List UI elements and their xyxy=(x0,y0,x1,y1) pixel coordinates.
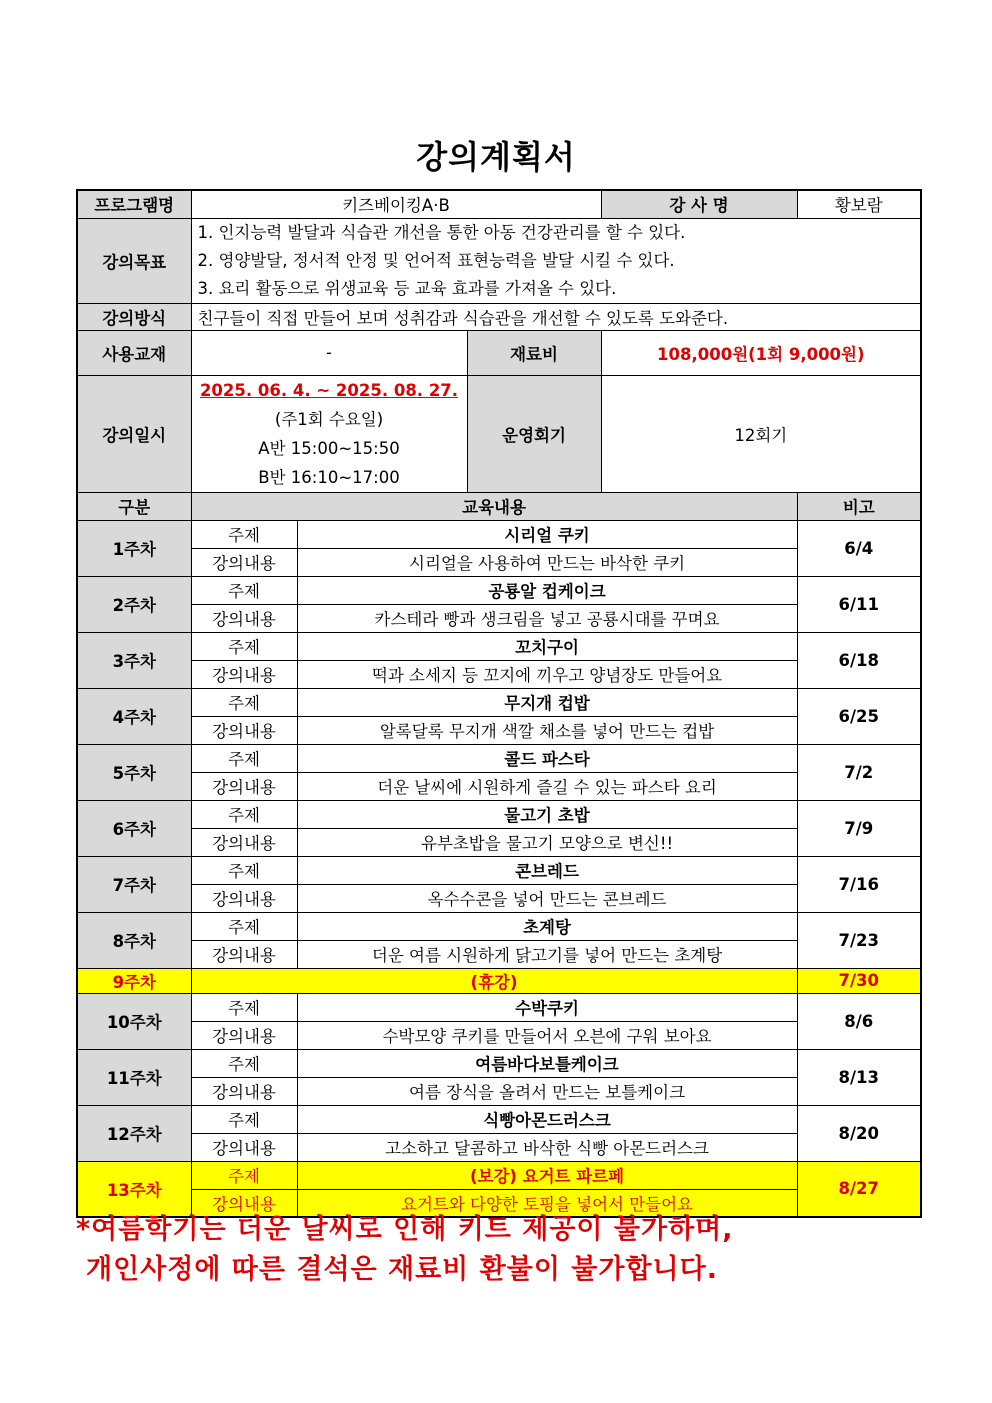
desc-value: 유부초밥을 물고기 모양으로 변신!! xyxy=(297,828,797,856)
fee-value: 108,000원(1회 9,000원) xyxy=(601,330,921,375)
desc-label: 강의내용 xyxy=(191,1077,297,1105)
week-note: 8/27 xyxy=(797,1161,921,1217)
topic-label: 주제 xyxy=(191,520,297,548)
break-week-row xyxy=(77,968,921,993)
topic-label: 주제 xyxy=(191,744,297,772)
method-row xyxy=(77,303,921,330)
material-row xyxy=(77,330,921,375)
topic-value: 여름바다보틀케이크 xyxy=(297,1049,797,1077)
desc-label: 강의내용 xyxy=(191,772,297,800)
goal-item: 2. 영양발달, 정서적 안정 및 언어적 표현능력을 발달 시킬 수 있다. xyxy=(197,250,675,270)
week-row xyxy=(77,1161,921,1189)
week-note: 7/23 xyxy=(797,912,921,968)
week-row xyxy=(77,688,921,716)
break-week-note: 7/30 xyxy=(797,968,921,993)
break-week-content: (휴강) xyxy=(191,968,797,993)
week-note: 6/4 xyxy=(797,520,921,576)
schedule-row xyxy=(77,375,921,492)
week-label: 13주차 xyxy=(77,1161,191,1217)
topic-value: 식빵아몬드러스크 xyxy=(297,1105,797,1133)
desc-label: 강의내용 xyxy=(191,828,297,856)
break-week-label: 9주차 xyxy=(77,968,191,993)
topic-label: 주제 xyxy=(191,632,297,660)
schedule-label: 강의일시 xyxy=(77,375,191,492)
footer-line: *여름학기는 더운 날씨로 인해 키트 제공이 불가하며, xyxy=(76,1214,734,1245)
week-row xyxy=(77,1133,921,1161)
program-label: 프로그램명 xyxy=(77,190,191,218)
curriculum-section xyxy=(77,520,921,1217)
week-row xyxy=(77,940,921,968)
week-header: 구분 xyxy=(77,492,191,520)
week-row xyxy=(77,1049,921,1077)
topic-value: 물고기 초밥 xyxy=(297,800,797,828)
topic-label: 주제 xyxy=(191,1161,297,1189)
topic-value: 꼬치구이 xyxy=(297,632,797,660)
topic-label: 주제 xyxy=(191,1105,297,1133)
schedule-period: 2025. 06. 4. ~ 2025. 08. 27. xyxy=(199,380,459,400)
desc-label: 강의내용 xyxy=(191,884,297,912)
method-value: 친구들이 직접 만들어 보며 성취감과 식습관을 개선할 수 있도록 도와준다. xyxy=(191,303,921,330)
instructor-label: 강 사 명 xyxy=(601,190,797,218)
material-value: - xyxy=(191,330,467,375)
week-row xyxy=(77,1021,921,1049)
week-row xyxy=(77,772,921,800)
topic-label: 주제 xyxy=(191,576,297,604)
topic-value: 공룡알 컵케이크 xyxy=(297,576,797,604)
week-label: 1주차 xyxy=(77,520,191,576)
method-label: 강의방식 xyxy=(77,303,191,330)
desc-value: 시리얼을 사용하여 만드는 바삭한 쿠키 xyxy=(297,548,797,576)
schedule-value xyxy=(191,375,467,492)
curriculum-header-row xyxy=(77,492,921,520)
week-row xyxy=(77,716,921,744)
week-row xyxy=(77,660,921,688)
desc-label: 강의내용 xyxy=(191,716,297,744)
week-row xyxy=(77,856,921,884)
topic-value: 무지개 컵밥 xyxy=(297,688,797,716)
sessions-label: 운영회기 xyxy=(467,375,601,492)
week-note: 7/16 xyxy=(797,856,921,912)
goal-list xyxy=(191,218,921,303)
goal-item: 1. 인지능력 발달과 식습관 개선을 통한 아동 건강관리를 할 수 있다. xyxy=(197,222,686,242)
page-title: 강의계획서 xyxy=(416,138,576,176)
topic-label: 주제 xyxy=(191,912,297,940)
lecture-plan-table xyxy=(76,189,922,1218)
schedule-class-a: A반 15:00~15:50 xyxy=(258,438,400,458)
week-row xyxy=(77,800,921,828)
week-row xyxy=(77,912,921,940)
program-row xyxy=(77,190,921,218)
week-note: 8/20 xyxy=(797,1105,921,1161)
desc-label: 강의내용 xyxy=(191,1189,297,1217)
goal-label: 강의목표 xyxy=(77,218,191,303)
topic-label: 주제 xyxy=(191,993,297,1021)
week-label: 6주차 xyxy=(77,800,191,856)
desc-label: 강의내용 xyxy=(191,604,297,632)
week-row xyxy=(77,576,921,604)
week-row xyxy=(77,828,921,856)
fee-label: 재료비 xyxy=(467,330,601,375)
desc-value: 카스테라 빵과 생크림을 넣고 공룡시대를 꾸며요 xyxy=(297,604,797,632)
desc-value: 요거트와 다양한 토핑을 넣어서 만들어요 xyxy=(297,1189,797,1217)
material-label: 사용교재 xyxy=(77,330,191,375)
week-row xyxy=(77,884,921,912)
content-header: 교육내용 xyxy=(191,492,797,520)
desc-value: 더운 여름 시원하게 닭고기를 넣어 만드는 초계탕 xyxy=(297,940,797,968)
week-label: 2주차 xyxy=(77,576,191,632)
desc-value: 알록달록 무지개 색깔 채소를 넣어 만드는 컵밥 xyxy=(297,716,797,744)
desc-value: 수박모양 쿠키를 만들어서 오븐에 구워 보아요 xyxy=(297,1021,797,1049)
topic-value: (보강) 요거트 파르페 xyxy=(297,1161,797,1189)
desc-label: 강의내용 xyxy=(191,940,297,968)
topic-value: 콜드 파스타 xyxy=(297,744,797,772)
topic-value: 초계탕 xyxy=(297,912,797,940)
week-row xyxy=(77,1105,921,1133)
info-section xyxy=(77,190,921,520)
sessions-value: 12회기 xyxy=(601,375,921,492)
program-value: 키즈베이킹A·B xyxy=(191,190,601,218)
topic-value: 수박쿠키 xyxy=(297,993,797,1021)
week-row xyxy=(77,744,921,772)
week-note: 8/13 xyxy=(797,1049,921,1105)
week-note: 6/25 xyxy=(797,688,921,744)
week-row xyxy=(77,1077,921,1105)
footer-notice xyxy=(76,1210,956,1290)
week-row xyxy=(77,604,921,632)
topic-value: 시리얼 쿠키 xyxy=(297,520,797,548)
week-label: 12주차 xyxy=(77,1105,191,1161)
desc-value: 여름 장식을 올려서 만드는 보틀케이크 xyxy=(297,1077,797,1105)
footer-line: 개인사정에 따른 결석은 재료비 환불이 불가합니다. xyxy=(86,1254,718,1285)
schedule-frequency: (주1회 수요일) xyxy=(274,409,384,429)
week-label: 5주차 xyxy=(77,744,191,800)
week-row xyxy=(77,520,921,548)
desc-label: 강의내용 xyxy=(191,548,297,576)
schedule-class-b: B반 16:10~17:00 xyxy=(258,467,400,487)
desc-value: 떡과 소세지 등 꼬지에 끼우고 양념장도 만들어요 xyxy=(297,660,797,688)
topic-label: 주제 xyxy=(191,800,297,828)
goal-item: 3. 요리 활동으로 위생교육 등 교육 효과를 가져올 수 있다. xyxy=(197,278,617,298)
desc-value: 고소하고 달콤하고 바삭한 식빵 아몬드러스크 xyxy=(297,1133,797,1161)
desc-value: 옥수수콘을 넣어 만드는 콘브레드 xyxy=(297,884,797,912)
topic-label: 주제 xyxy=(191,688,297,716)
topic-value: 콘브레드 xyxy=(297,856,797,884)
desc-label: 강의내용 xyxy=(191,1021,297,1049)
week-row xyxy=(77,632,921,660)
desc-label: 강의내용 xyxy=(191,1133,297,1161)
week-note: 7/2 xyxy=(797,744,921,800)
topic-label: 주제 xyxy=(191,1049,297,1077)
week-label: 10주차 xyxy=(77,993,191,1049)
week-label: 7주차 xyxy=(77,856,191,912)
week-label: 4주차 xyxy=(77,688,191,744)
week-note: 7/9 xyxy=(797,800,921,856)
instructor-value: 황보람 xyxy=(797,190,921,218)
note-header: 비고 xyxy=(797,492,921,520)
topic-label: 주제 xyxy=(191,856,297,884)
desc-label: 강의내용 xyxy=(191,660,297,688)
week-label: 3주차 xyxy=(77,632,191,688)
week-note: 6/18 xyxy=(797,632,921,688)
week-label: 11주차 xyxy=(77,1049,191,1105)
week-label: 8주차 xyxy=(77,912,191,968)
goal-row xyxy=(77,218,921,303)
week-row xyxy=(77,548,921,576)
week-row xyxy=(77,993,921,1021)
week-note: 6/11 xyxy=(797,576,921,632)
desc-value: 더운 날씨에 시원하게 즐길 수 있는 파스타 요리 xyxy=(297,772,797,800)
week-note: 8/6 xyxy=(797,993,921,1049)
